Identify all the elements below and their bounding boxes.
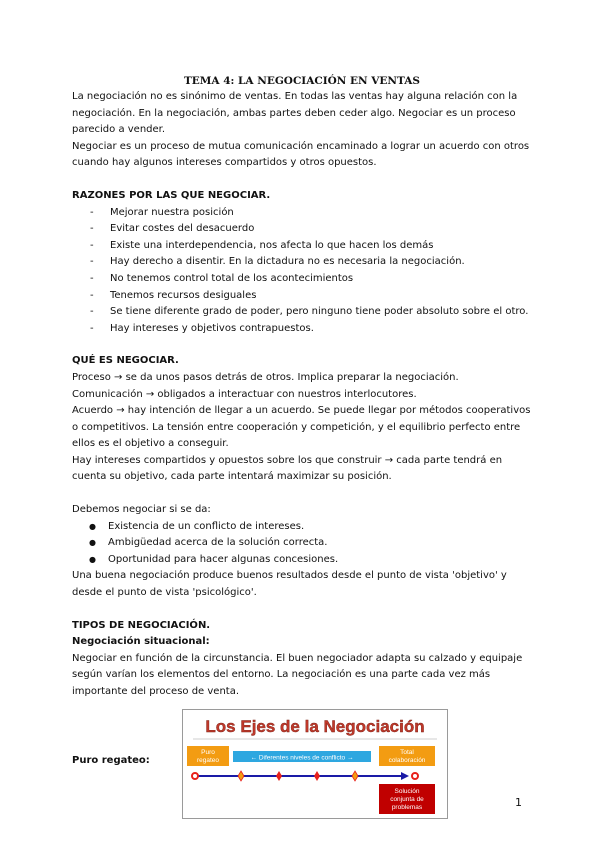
condiciones-list xyxy=(72,519,532,569)
axis-point-1 xyxy=(238,771,244,781)
buena-negociacion: Una buena negociación produce buenos resultados desde el punto de vista 'objetivo' y desde el punto de vista 'psicológico'. xyxy=(72,570,507,599)
list-item: - Mejorar nuestra posición xyxy=(72,205,532,222)
list-item: - Existe una interdependencia, nos afecta lo que hacen los demás xyxy=(72,238,532,255)
puro-regateo-label: Puro regateo: xyxy=(72,754,150,766)
puro-regateo-text-2: regateo xyxy=(196,756,220,764)
list-item: ● Ambigüedad acerca de la solución correcta. xyxy=(72,535,532,552)
axis-end-marker xyxy=(412,773,418,779)
list-item: - Evitar costes del desacuerdo xyxy=(72,221,532,238)
list-item: - Se tiene diferente grado de poder, pero ninguno tiene poder absoluto sobre el otro. xyxy=(72,304,532,321)
total-colaboracion-text-2: colaboración xyxy=(388,756,426,764)
document-body xyxy=(72,73,532,819)
solucion-text-1: Solución xyxy=(394,787,420,795)
tipos-heading: TIPOS DE NEGOCIACIÓN. xyxy=(72,619,211,631)
regateo-row xyxy=(72,709,532,819)
list-item: - No tenemos control total de los acontecimientos xyxy=(72,271,532,288)
list-item: - Tenemos recursos desiguales xyxy=(72,288,532,305)
axis-point-4 xyxy=(352,771,358,781)
list-item: - Hay derecho a disentir. En la dictadura no es necesaria la negociación. xyxy=(72,254,532,271)
ejes-negociacion-figure xyxy=(182,709,448,819)
que-es-heading: QUÉ ES NEGOCIAR. xyxy=(72,355,179,367)
page-number: 1 xyxy=(515,796,522,809)
ejes-diagram xyxy=(183,710,447,818)
razones-list xyxy=(72,205,532,338)
que-es-intereses: Hay intereses compartidos y opuestos sobre los que construir → cada parte tendrá en cuenta su objetivo, cada parte intentará maximizar su posición. xyxy=(72,454,503,483)
intro-paragraph-2: Negociar es un proceso de mutua comunicación encaminado a lograr un acuerdo con otros cuando hay algunos intereses compartidos y otros opuestos. xyxy=(72,140,530,169)
figure-title: Los Ejes de la Negociación xyxy=(205,716,425,736)
list-item: ● Existencia de un conflicto de intereses. xyxy=(72,519,532,536)
razones-heading: RAZONES POR LAS QUE NEGOCIAR. xyxy=(72,189,271,201)
intro-paragraph-1: La negociación no es sinónimo de ventas. En todas las ventas hay alguna relación con la negociación. En la negociación, ambas partes deben ceder algo. Negociar es un proceso parecido a vender. xyxy=(72,91,518,136)
list-item: ● Oportunidad para hacer algunas concesiones. xyxy=(72,552,532,569)
total-colaboracion-text-1: Total xyxy=(400,748,414,756)
conflicto-bar-text: ← Diferentes niveles de conflicto → xyxy=(250,754,354,762)
que-es-comunicacion: Comunicación → obligados a interactuar con nuestros interlocutores. xyxy=(72,388,417,400)
solucion-text-3: problemas xyxy=(391,803,423,811)
axis-point-2 xyxy=(276,771,282,781)
puro-regateo-text-1: Puro xyxy=(201,748,215,756)
axis-arrowhead xyxy=(401,772,409,780)
situacional-subheading: Negociación situacional: xyxy=(72,636,210,648)
axis-point-3 xyxy=(314,771,320,781)
list-item: - Hay intereses y objetivos contrapuestos. xyxy=(72,321,532,338)
que-es-acuerdo: Acuerdo → hay intención de llegar a un acuerdo. Se puede llegar por métodos cooperativos o competitivos. La tensión entre cooperación y competición, y el equilibrio perfecto entre ellos es el objetivo a conseguir. xyxy=(72,405,531,450)
axis-start-marker xyxy=(192,773,198,779)
debemos-negociar: Debemos negociar si se da: xyxy=(72,504,211,516)
que-es-proceso: Proceso → se da unos pasos detrás de otros. Implica preparar la negociación. xyxy=(72,371,459,383)
situacional-paragraph: Negociar en función de la circunstancia. El buen negociador adapta su calzado y equipaje según varían los elementos del entorno. La negociación es una parte cada vez más importante del proceso de venta. xyxy=(72,652,523,697)
solucion-text-2: conjunta de xyxy=(390,795,424,803)
document-title: TEMA 4: LA NEGOCIACIÓN EN VENTAS xyxy=(183,75,421,87)
